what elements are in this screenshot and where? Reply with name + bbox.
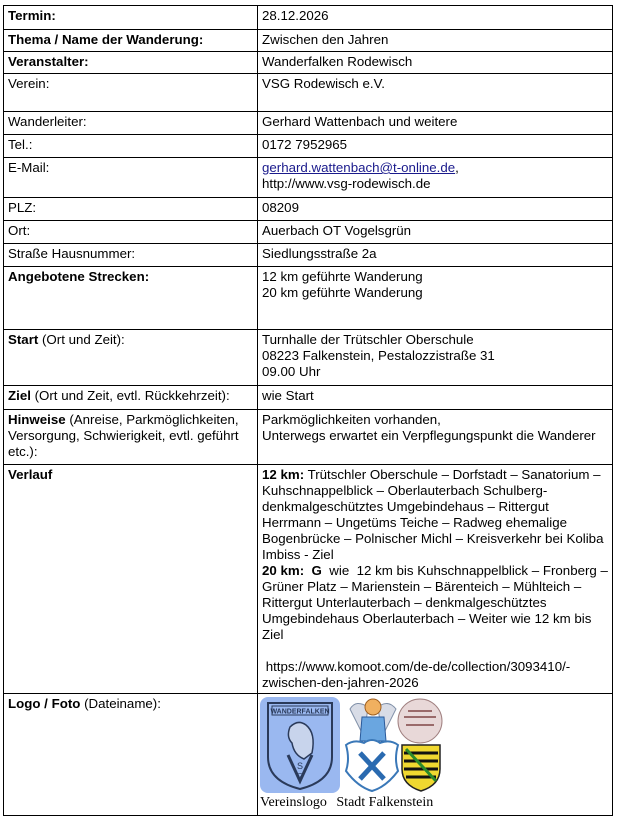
route-12-text: Trütschler Oberschule – Dorfstadt – Sanatorium – Kuhschnappelblick – Oberlauterbach Schulberg-denkmalgeschütztes Umgebindehaus – Rittergut Herrmann – Ungetüms Teiche – Radweg ehemalige Bogenbrücke – Polnischer Michl – Kreisverkehr bei Koliba Imbiss - Ziel bbox=[262, 467, 604, 562]
svg-text:S: S bbox=[296, 761, 304, 771]
value-logo bbox=[258, 694, 613, 816]
vereinslogo-text: WANDERFALKEN bbox=[270, 708, 330, 716]
label-wanderleiter: Wanderleiter: bbox=[4, 112, 258, 135]
vereinslogo-image bbox=[260, 697, 340, 793]
email-link[interactable]: gerhard.wattenbach@t-online.de bbox=[262, 160, 456, 175]
value-tel: 0172 7952965 bbox=[258, 135, 613, 158]
value-ziel: wie Start bbox=[258, 386, 613, 410]
route-20-label: 20 km: G bbox=[262, 563, 322, 578]
value-termin: 28.12.2026 bbox=[258, 6, 613, 30]
hinweis-line-1: Parkmöglichkeiten vorhanden, bbox=[262, 412, 441, 427]
label-email: E-Mail: bbox=[4, 158, 258, 198]
start-line-3: 09.00 Uhr bbox=[262, 364, 321, 379]
row-logo bbox=[4, 694, 613, 816]
row-strecken bbox=[4, 267, 613, 330]
label-strecken: Angebotene Strecken: bbox=[4, 267, 258, 330]
label-start bbox=[4, 330, 258, 386]
label-hinweise bbox=[4, 410, 258, 465]
strecke-12: 12 km geführte Wanderung bbox=[262, 269, 423, 284]
label-thema: Thema / Name der Wanderung: bbox=[4, 30, 258, 52]
label-logo-bold: Logo / Foto bbox=[8, 696, 81, 711]
route-20-text: wie 12 km bis Kuhschnappelblick – Fronberg – Grüner Platz – Marienstein – Bärenteich – Mühlteich – Rittergut Unterlauterbach – denkmalgeschütztes Umgebindehaus Oberlauterbach – Weiter wie 12 km bis Ziel bbox=[262, 563, 612, 642]
caption-stadt-falkenstein: Stadt Falkenstein bbox=[336, 795, 434, 810]
strecke-20: 20 km geführte Wanderung bbox=[262, 285, 423, 300]
row-tel bbox=[4, 135, 613, 158]
label-ziel-bold: Ziel bbox=[8, 388, 31, 403]
row-start bbox=[4, 330, 613, 386]
label-plz: PLZ: bbox=[4, 198, 258, 221]
label-verlauf: Verlauf bbox=[4, 465, 258, 694]
label-termin: Termin: bbox=[4, 6, 258, 30]
row-ziel bbox=[4, 386, 613, 410]
logo-captions bbox=[260, 795, 608, 811]
label-tel: Tel.: bbox=[4, 135, 258, 158]
label-logo-rest: (Dateiname): bbox=[80, 696, 161, 711]
email-comma: , bbox=[455, 160, 459, 175]
row-email bbox=[4, 158, 613, 198]
value-email bbox=[258, 158, 613, 198]
label-start-bold: Start bbox=[8, 332, 39, 347]
label-ziel-rest: (Ort und Zeit, evtl. Rückkehrzeit): bbox=[30, 388, 230, 403]
row-strasse bbox=[4, 244, 613, 267]
value-strecken bbox=[258, 267, 613, 330]
row-thema bbox=[4, 30, 613, 52]
value-veranstalter: Wanderfalken Rodewisch bbox=[258, 52, 613, 74]
event-form-table bbox=[3, 5, 613, 816]
row-hinweise bbox=[4, 410, 613, 465]
label-hinweise-bold: Hinweise bbox=[8, 412, 66, 427]
value-start bbox=[258, 330, 613, 386]
stadt-falkenstein-image bbox=[342, 697, 446, 793]
hinweis-line-2: Unterwegs erwartet ein Verpflegungspunkt die Wanderer bbox=[262, 428, 596, 443]
value-plz: 08209 bbox=[258, 198, 613, 221]
row-verein bbox=[4, 74, 613, 112]
komoot-link[interactable]: https://www.komoot.com/de-de/collection/3093410/-zwischen-den-jahren-2026 bbox=[262, 659, 571, 690]
start-line-2: 08223 Falkenstein, Pestalozzistraße 31 bbox=[262, 348, 495, 363]
start-line-1: Turnhalle der Trütschler Oberschule bbox=[262, 332, 474, 347]
label-logo bbox=[4, 694, 258, 816]
label-start-rest: (Ort und Zeit): bbox=[38, 332, 125, 347]
row-veranstalter bbox=[4, 52, 613, 74]
label-strasse: Straße Hausnummer: bbox=[4, 244, 258, 267]
row-ort bbox=[4, 221, 613, 244]
value-ort: Auerbach OT Vogelsgrün bbox=[258, 221, 613, 244]
row-termin bbox=[4, 6, 613, 30]
label-ziel bbox=[4, 386, 258, 410]
value-strasse: Siedlungsstraße 2a bbox=[258, 244, 613, 267]
label-ort: Ort: bbox=[4, 221, 258, 244]
row-plz bbox=[4, 198, 613, 221]
label-hinweise-rest: (Anreise, Parkmöglichkeiten, Versorgung, Schwierigkeit, evtl. geführt etc.): bbox=[8, 412, 239, 459]
value-thema: Zwischen den Jahren bbox=[258, 30, 613, 52]
value-verlauf bbox=[258, 465, 613, 694]
label-veranstalter: Veranstalter: bbox=[4, 52, 258, 74]
value-verein: VSG Rodewisch e.V. bbox=[258, 74, 613, 112]
value-wanderleiter: Gerhard Wattenbach und weitere bbox=[258, 112, 613, 135]
label-verein: Verein: bbox=[4, 74, 258, 112]
row-verlauf bbox=[4, 465, 613, 694]
route-12-label: 12 km: bbox=[262, 467, 305, 482]
row-wanderleiter bbox=[4, 112, 613, 135]
svg-text:G: G bbox=[296, 772, 304, 781]
website-text: http://www.vsg-rodewisch.de bbox=[262, 176, 431, 191]
value-hinweise bbox=[258, 410, 613, 465]
logo-images bbox=[260, 697, 608, 793]
caption-vereinslogo: Vereinslogo bbox=[260, 795, 327, 810]
